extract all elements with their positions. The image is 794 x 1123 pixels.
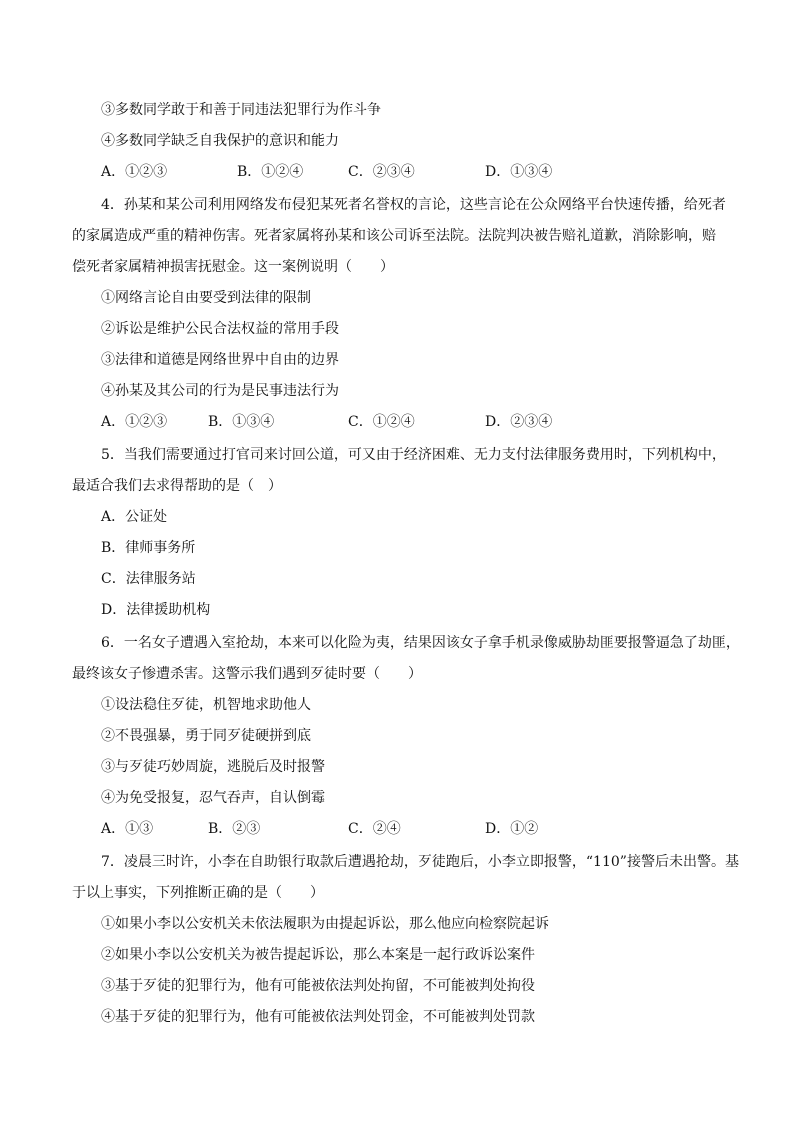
q6-stem-line-2: 最终该女子惨遭杀害。这警示我们遇到歹徒时要（ ） <box>72 666 422 682</box>
q5-option-a: A．公证处 <box>101 509 168 525</box>
q7-item-2: ②如果小李以公安机关为被告提起诉讼，那么本案是一起行政诉讼案件 <box>101 947 535 963</box>
q4-option-d: D．②③④ <box>485 414 553 430</box>
q4-stem-line-2: 的家属造成严重的精神伤害。死者家属将孙某和该公司诉至法院。法院判决被告赔礼道歉，消除影响，赔 <box>72 228 716 244</box>
q6-item-2: ②不畏强暴，勇于同歹徒硬拼到底 <box>101 728 311 744</box>
q3-item-3: ③多数同学敢于和善于同违法犯罪行为作斗争 <box>101 102 381 118</box>
q4-stem-line-3: 偿死者家属精神损害抚慰金。这一案例说明（ ） <box>72 259 394 275</box>
q5-option-c: C．法律服务站 <box>101 571 196 587</box>
q7-item-4: ④基于歹徒的犯罪行为，他有可能被依法判处罚金，不可能被判处罚款 <box>101 1009 535 1025</box>
q3-option-c: C．②③④ <box>348 164 415 180</box>
q4-option-a: A．①②③ <box>101 414 168 430</box>
q4-option-b: B．①③④ <box>208 414 275 430</box>
q4-item-2: ②诉讼是维护公民合法权益的常用手段 <box>101 321 339 337</box>
q7-stem-line-1: 7．凌晨三时许，小李在自助银行取款后遭遇抢劫，歹徒跑后，小李立即报警，“110”接警后未出警。基 <box>101 854 739 870</box>
q6-item-4: ④为免受报复，忍气吞声，自认倒霉 <box>101 790 325 806</box>
q6-option-d: D．①② <box>485 821 539 837</box>
q3-option-a: A．①②③ <box>101 164 168 180</box>
q7-item-3: ③基于歹徒的犯罪行为，他有可能被依法判处拘留，不可能被判处拘役 <box>101 978 535 994</box>
q4-item-1: ①网络言论自由要受到法律的限制 <box>101 290 311 306</box>
q6-item-3: ③与歹徒巧妙周旋，逃脱后及时报警 <box>101 759 325 775</box>
q6-stem-line-1: 6．一名女子遭遇入室抢劫，本来可以化险为夷，结果因该女子拿手机录像威胁劫匪要报警逼急了劫匪， <box>101 635 740 651</box>
q5-stem-line-2: 最适合我们去求得帮助的是（ ） <box>72 478 282 494</box>
q4-stem-line-1: 4．孙某和某公司利用网络发布侵犯某死者名誉权的言论，这些言论在公众网络平台快速传播，给死者 <box>101 197 726 213</box>
q4-item-3: ③法律和道德是网络世界中自由的边界 <box>101 352 339 368</box>
q4-item-4: ④孙某及其公司的行为是民事违法行为 <box>101 383 339 399</box>
q3-item-4: ④多数同学缺乏自我保护的意识和能力 <box>101 133 339 149</box>
q7-item-1: ①如果小李以公安机关未依法履职为由提起诉讼，那么他应向检察院起诉 <box>101 916 549 932</box>
q4-option-c: C．①②④ <box>348 414 415 430</box>
q7-stem-line-2: 于以上事实，下列推断正确的是（ ） <box>72 885 324 901</box>
q5-option-d: D．法律援助机构 <box>101 602 211 618</box>
q6-option-a: A．①③ <box>101 821 154 837</box>
q3-option-d: D．①③④ <box>485 164 553 180</box>
q6-option-c: C．②④ <box>348 821 401 837</box>
q3-option-b: B．①②④ <box>237 164 304 180</box>
q5-option-b: B．律师事务所 <box>101 540 196 556</box>
q5-stem-line-1: 5．当我们需要通过打官司来讨回公道，可又由于经济困难、无力支付法律服务费用时，下列机构中， <box>101 447 726 463</box>
q6-item-1: ①设法稳住歹徒，机智地求助他人 <box>101 697 311 713</box>
q6-option-b: B．②③ <box>208 821 261 837</box>
